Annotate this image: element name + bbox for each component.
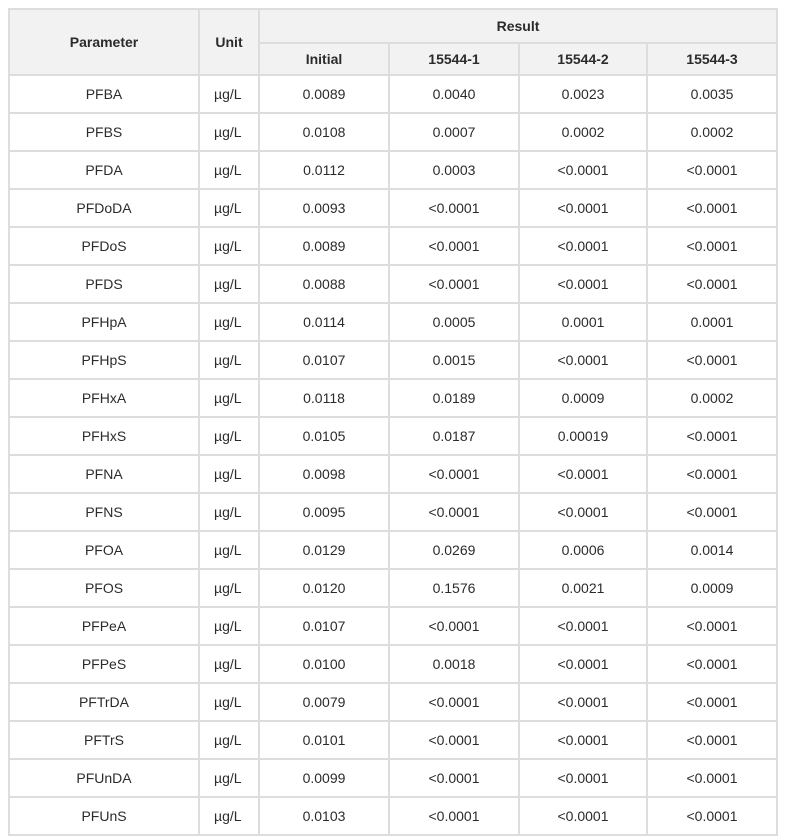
cell-unit: µg/L bbox=[200, 684, 258, 720]
cell-sample-3: 0.0002 bbox=[648, 114, 776, 150]
table-row bbox=[10, 418, 776, 454]
table-row bbox=[10, 646, 776, 682]
cell-sample-2: <0.0001 bbox=[520, 342, 646, 378]
cell-parameter: PFBA bbox=[10, 76, 198, 112]
cell-unit: µg/L bbox=[200, 646, 258, 682]
cell-sample-3: <0.0001 bbox=[648, 152, 776, 188]
cell-sample-2: <0.0001 bbox=[520, 646, 646, 682]
cell-sample-1: 0.1576 bbox=[390, 570, 518, 606]
table-row bbox=[10, 266, 776, 302]
cell-sample-1: <0.0001 bbox=[390, 266, 518, 302]
table-row bbox=[10, 570, 776, 606]
table-row bbox=[10, 456, 776, 492]
cell-parameter: PFDoDA bbox=[10, 190, 198, 226]
cell-unit: µg/L bbox=[200, 114, 258, 150]
table-row bbox=[10, 608, 776, 644]
cell-sample-1: 0.0018 bbox=[390, 646, 518, 682]
cell-initial: 0.0079 bbox=[260, 684, 388, 720]
table-row bbox=[10, 304, 776, 340]
cell-parameter: PFHxA bbox=[10, 380, 198, 416]
cell-sample-2: 0.0023 bbox=[520, 76, 646, 112]
cell-sample-1: 0.0003 bbox=[390, 152, 518, 188]
cell-initial: 0.0089 bbox=[260, 228, 388, 264]
cell-sample-2: 0.0021 bbox=[520, 570, 646, 606]
cell-parameter: PFOA bbox=[10, 532, 198, 568]
cell-initial: 0.0114 bbox=[260, 304, 388, 340]
cell-sample-3: <0.0001 bbox=[648, 684, 776, 720]
results-table bbox=[8, 8, 778, 836]
cell-parameter: PFDA bbox=[10, 152, 198, 188]
header-sample-3: 15544-3 bbox=[648, 44, 776, 74]
cell-parameter: PFDoS bbox=[10, 228, 198, 264]
table-row bbox=[10, 760, 776, 796]
cell-initial: 0.0105 bbox=[260, 418, 388, 454]
cell-sample-3: <0.0001 bbox=[648, 722, 776, 758]
cell-unit: µg/L bbox=[200, 570, 258, 606]
table-row bbox=[10, 722, 776, 758]
cell-sample-1: 0.0005 bbox=[390, 304, 518, 340]
table-row bbox=[10, 152, 776, 188]
header-initial: Initial bbox=[260, 44, 388, 74]
cell-parameter: PFNS bbox=[10, 494, 198, 530]
cell-sample-1: 0.0040 bbox=[390, 76, 518, 112]
cell-unit: µg/L bbox=[200, 608, 258, 644]
cell-sample-3: <0.0001 bbox=[648, 266, 776, 302]
cell-sample-2: 0.0002 bbox=[520, 114, 646, 150]
cell-initial: 0.0095 bbox=[260, 494, 388, 530]
table-row bbox=[10, 342, 776, 378]
cell-sample-3: <0.0001 bbox=[648, 798, 776, 834]
cell-initial: 0.0089 bbox=[260, 76, 388, 112]
cell-sample-1: <0.0001 bbox=[390, 494, 518, 530]
cell-unit: µg/L bbox=[200, 494, 258, 530]
cell-sample-3: <0.0001 bbox=[648, 646, 776, 682]
table-row bbox=[10, 114, 776, 150]
header-result: Result bbox=[260, 10, 776, 42]
cell-sample-1: <0.0001 bbox=[390, 608, 518, 644]
cell-sample-2: <0.0001 bbox=[520, 722, 646, 758]
cell-sample-3: 0.0014 bbox=[648, 532, 776, 568]
cell-sample-2: <0.0001 bbox=[520, 760, 646, 796]
cell-unit: µg/L bbox=[200, 304, 258, 340]
header-sample-2: 15544-2 bbox=[520, 44, 646, 74]
cell-sample-2: 0.0001 bbox=[520, 304, 646, 340]
cell-sample-2: <0.0001 bbox=[520, 456, 646, 492]
cell-sample-2: <0.0001 bbox=[520, 684, 646, 720]
cell-sample-2: 0.00019 bbox=[520, 418, 646, 454]
cell-unit: µg/L bbox=[200, 418, 258, 454]
table-row bbox=[10, 76, 776, 112]
table-row bbox=[10, 228, 776, 264]
table-header bbox=[10, 10, 776, 74]
cell-unit: µg/L bbox=[200, 532, 258, 568]
cell-sample-1: <0.0001 bbox=[390, 760, 518, 796]
cell-parameter: PFHpS bbox=[10, 342, 198, 378]
cell-sample-2: <0.0001 bbox=[520, 608, 646, 644]
cell-initial: 0.0129 bbox=[260, 532, 388, 568]
table-row bbox=[10, 532, 776, 568]
cell-sample-3: <0.0001 bbox=[648, 342, 776, 378]
cell-initial: 0.0107 bbox=[260, 342, 388, 378]
cell-sample-1: <0.0001 bbox=[390, 456, 518, 492]
header-parameter: Parameter bbox=[10, 10, 198, 74]
cell-sample-2: 0.0009 bbox=[520, 380, 646, 416]
table-row bbox=[10, 380, 776, 416]
cell-unit: µg/L bbox=[200, 228, 258, 264]
cell-initial: 0.0120 bbox=[260, 570, 388, 606]
cell-initial: 0.0088 bbox=[260, 266, 388, 302]
cell-unit: µg/L bbox=[200, 266, 258, 302]
cell-unit: µg/L bbox=[200, 798, 258, 834]
cell-parameter: PFPeS bbox=[10, 646, 198, 682]
cell-sample-1: 0.0187 bbox=[390, 418, 518, 454]
cell-initial: 0.0099 bbox=[260, 760, 388, 796]
cell-parameter: PFTrDA bbox=[10, 684, 198, 720]
cell-sample-1: <0.0001 bbox=[390, 190, 518, 226]
cell-initial: 0.0107 bbox=[260, 608, 388, 644]
cell-sample-2: <0.0001 bbox=[520, 494, 646, 530]
cell-initial: 0.0112 bbox=[260, 152, 388, 188]
cell-sample-1: 0.0269 bbox=[390, 532, 518, 568]
table-row bbox=[10, 684, 776, 720]
cell-sample-1: <0.0001 bbox=[390, 684, 518, 720]
cell-sample-1: 0.0007 bbox=[390, 114, 518, 150]
cell-parameter: PFOS bbox=[10, 570, 198, 606]
cell-parameter: PFUnDA bbox=[10, 760, 198, 796]
table-row bbox=[10, 494, 776, 530]
cell-parameter: PFDS bbox=[10, 266, 198, 302]
cell-sample-2: <0.0001 bbox=[520, 798, 646, 834]
cell-sample-2: 0.0006 bbox=[520, 532, 646, 568]
cell-parameter: PFPeA bbox=[10, 608, 198, 644]
cell-parameter: PFUnS bbox=[10, 798, 198, 834]
cell-unit: µg/L bbox=[200, 380, 258, 416]
cell-initial: 0.0101 bbox=[260, 722, 388, 758]
cell-sample-1: 0.0189 bbox=[390, 380, 518, 416]
cell-unit: µg/L bbox=[200, 190, 258, 226]
cell-sample-3: 0.0001 bbox=[648, 304, 776, 340]
cell-initial: 0.0098 bbox=[260, 456, 388, 492]
header-unit: Unit bbox=[200, 10, 258, 74]
cell-sample-3: 0.0002 bbox=[648, 380, 776, 416]
cell-initial: 0.0103 bbox=[260, 798, 388, 834]
cell-initial: 0.0118 bbox=[260, 380, 388, 416]
table-row bbox=[10, 190, 776, 226]
cell-sample-3: <0.0001 bbox=[648, 190, 776, 226]
cell-sample-2: <0.0001 bbox=[520, 266, 646, 302]
header-sample-1: 15544-1 bbox=[390, 44, 518, 74]
cell-sample-3: <0.0001 bbox=[648, 760, 776, 796]
cell-sample-2: <0.0001 bbox=[520, 228, 646, 264]
cell-sample-3: 0.0035 bbox=[648, 76, 776, 112]
cell-sample-3: <0.0001 bbox=[648, 456, 776, 492]
cell-unit: µg/L bbox=[200, 456, 258, 492]
cell-sample-3: <0.0001 bbox=[648, 494, 776, 530]
cell-initial: 0.0108 bbox=[260, 114, 388, 150]
cell-unit: µg/L bbox=[200, 152, 258, 188]
cell-sample-1: 0.0015 bbox=[390, 342, 518, 378]
cell-initial: 0.0093 bbox=[260, 190, 388, 226]
cell-sample-1: <0.0001 bbox=[390, 722, 518, 758]
cell-sample-3: 0.0009 bbox=[648, 570, 776, 606]
table-row bbox=[10, 798, 776, 834]
cell-unit: µg/L bbox=[200, 76, 258, 112]
cell-unit: µg/L bbox=[200, 342, 258, 378]
cell-unit: µg/L bbox=[200, 722, 258, 758]
cell-sample-1: <0.0001 bbox=[390, 228, 518, 264]
cell-sample-1: <0.0001 bbox=[390, 798, 518, 834]
cell-unit: µg/L bbox=[200, 760, 258, 796]
cell-parameter: PFBS bbox=[10, 114, 198, 150]
cell-parameter: PFHxS bbox=[10, 418, 198, 454]
cell-sample-3: <0.0001 bbox=[648, 608, 776, 644]
cell-parameter: PFTrS bbox=[10, 722, 198, 758]
cell-parameter: PFHpA bbox=[10, 304, 198, 340]
cell-sample-2: <0.0001 bbox=[520, 190, 646, 226]
cell-sample-3: <0.0001 bbox=[648, 418, 776, 454]
cell-sample-2: <0.0001 bbox=[520, 152, 646, 188]
cell-initial: 0.0100 bbox=[260, 646, 388, 682]
cell-sample-3: <0.0001 bbox=[648, 228, 776, 264]
table-body bbox=[10, 76, 776, 834]
cell-parameter: PFNA bbox=[10, 456, 198, 492]
